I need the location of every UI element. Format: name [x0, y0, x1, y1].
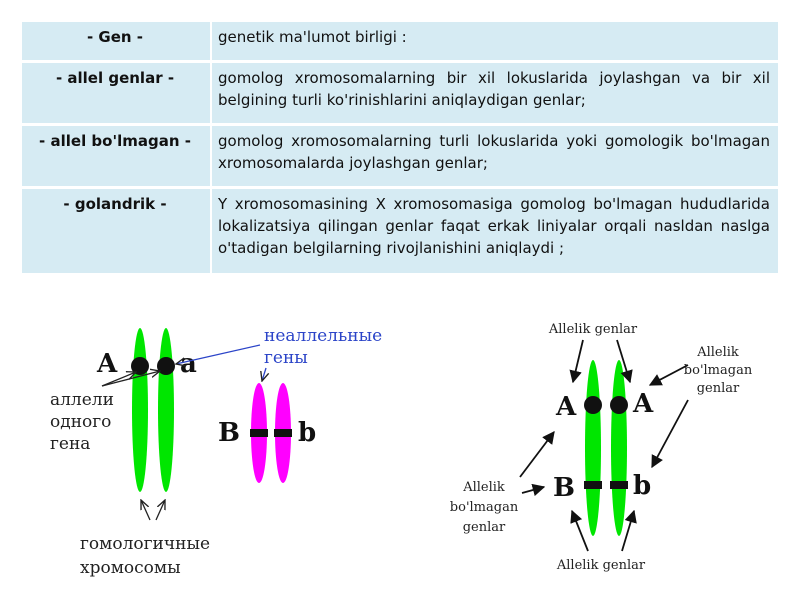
- term-gen: - Gen -: [22, 22, 211, 62]
- allelic-genes-bottom-label: Allelik genlar: [556, 558, 646, 573]
- definition-golandrik: Y xromosomasining X xromosomasiga gomolog bo'lmagan hududlarida lokalizatsiya qilingan genlar faqat erkak liniyalar orqali nasldan naslga o'tadigan belgilarning rivojlanishini aniqlaydi ;: [211, 188, 778, 274]
- nonallelic-genes-label-line1: неаллельные: [264, 326, 383, 346]
- locus-b: [274, 429, 292, 437]
- nonallelic-left-label-line2: bo'lmagan: [449, 500, 519, 515]
- term-allel-bolmagan: - allel bo'lmagan -: [22, 125, 211, 188]
- right-allele-A-right: A: [633, 389, 654, 419]
- alleles-label-line2: одного: [50, 412, 112, 432]
- nonallelic-right-label-line1: Allelik: [697, 345, 739, 360]
- homologous-arrow-right: [156, 500, 165, 520]
- allelic-bottom-arrow-left: [572, 511, 588, 551]
- alleles-label-line1: аллели: [50, 390, 114, 410]
- homologous-label-line2: хромосомы: [80, 558, 181, 578]
- homologous-chromosome-right: [158, 328, 174, 492]
- nonallelic-left-label-line3: genlar: [462, 520, 506, 535]
- alleles-label-line3: гена: [50, 434, 91, 454]
- homologous-label-line1: гомологичные: [80, 534, 211, 554]
- allele-B-label: B: [218, 418, 240, 448]
- nonallelic-genes-label-line2: гены: [264, 348, 308, 368]
- nonallelic-right-arrow-to-A: [650, 365, 688, 385]
- centromere-a: [157, 357, 175, 375]
- centromere-A-right: [610, 396, 628, 414]
- nonallelic-right-label-line3: genlar: [696, 381, 740, 396]
- locus-b-right: [610, 481, 628, 489]
- homologous-arrow-left: [141, 500, 150, 520]
- allelic-genes-top-label: Allelik genlar: [548, 322, 638, 337]
- nonallelic-left-label-line1: Allelik: [463, 480, 505, 495]
- right-allele-A-left: A: [556, 392, 577, 422]
- locus-B: [250, 429, 268, 437]
- term-allel-genlar: - allel genlar -: [22, 62, 211, 125]
- term-golandrik: - golandrik -: [22, 188, 211, 274]
- nonallelic-arrow-to-B: [262, 368, 266, 381]
- definition-gen: genetik ma'lumot birligi :: [211, 22, 778, 62]
- homologous-chromosome-left: [132, 328, 148, 492]
- nonallelic-left-arrow-to-A: [520, 432, 554, 477]
- allele-b-label: b: [298, 418, 317, 448]
- chromosome-right-1: [585, 360, 601, 536]
- right-diagram: [450, 322, 753, 573]
- right-allele-b: b: [633, 471, 652, 501]
- allelic-top-arrow-left: [573, 340, 583, 382]
- definition-allel-genlar: gomolog xromosomalarning bir xil lokuslarida joylashgan va bir xil belgining turli ko'rinishlarini aniqlaydigan genlar;: [211, 62, 778, 125]
- nonallelic-right-arrow-to-b: [652, 400, 688, 467]
- nonallelic-left-arrow-to-B: [522, 487, 544, 493]
- left-diagram: [50, 326, 382, 578]
- allele-A-label: A: [97, 349, 118, 379]
- right-allele-B: B: [553, 473, 575, 503]
- locus-B-right: [584, 481, 602, 489]
- definition-allel-bolmagan: gomolog xromosomalarning turli lokuslarida yoki gomologik bo'lmagan xromosomalarda joylashgan genlar;: [211, 125, 778, 188]
- allele-a-label: a: [180, 349, 197, 379]
- centromere-A-left: [584, 396, 602, 414]
- nonallelic-right-label-line2: bo'lmagan: [683, 363, 753, 378]
- chromosome-right-2: [611, 360, 627, 536]
